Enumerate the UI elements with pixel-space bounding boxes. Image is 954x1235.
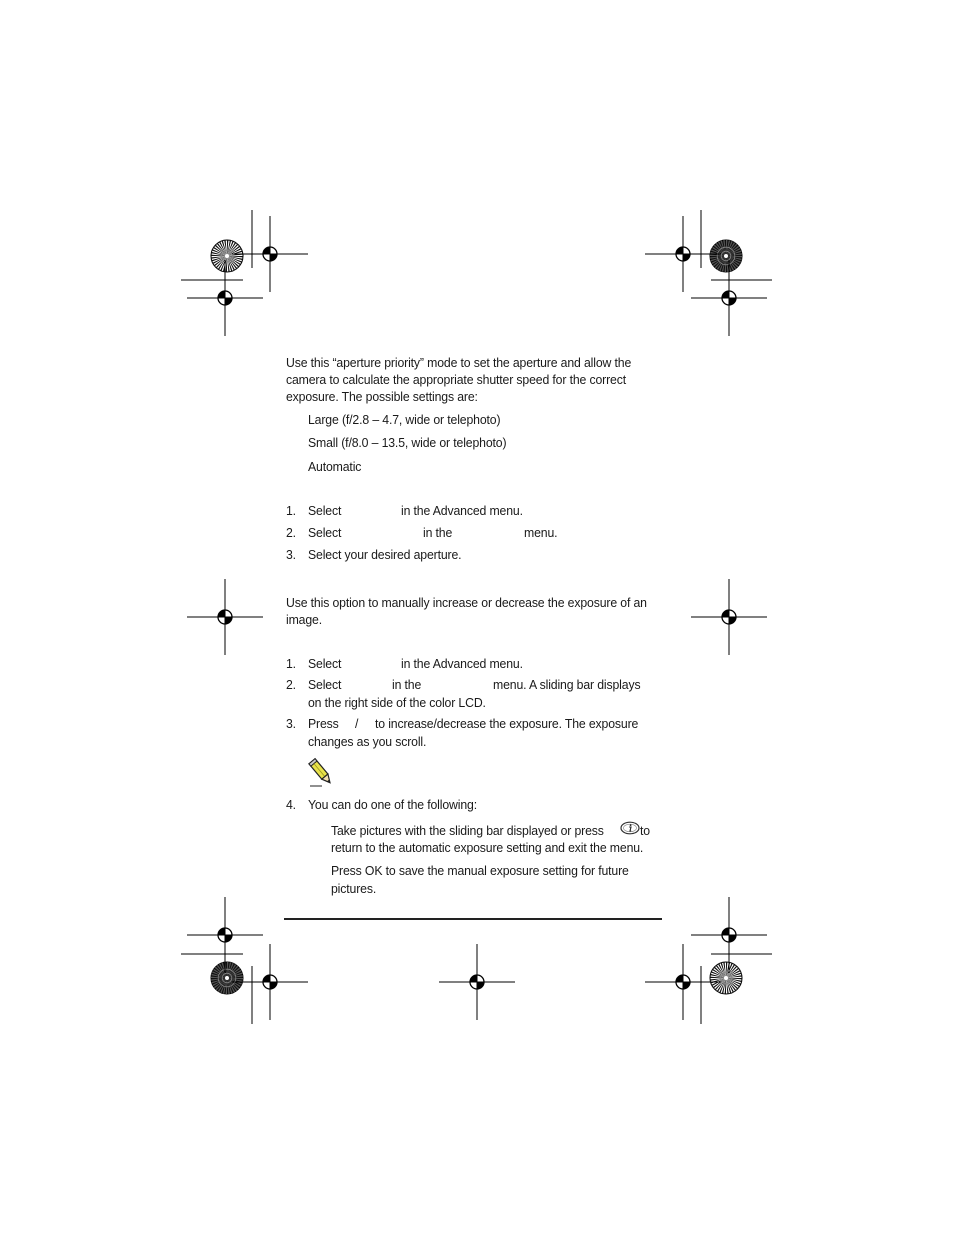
step-text: menu. A sliding bar displays bbox=[493, 677, 641, 692]
starburst-mark bbox=[211, 240, 243, 272]
setting-small: Small (f/8.0 – 13.5, wide or telephoto) bbox=[308, 435, 507, 450]
step-text: in the bbox=[392, 677, 422, 692]
step-number: 2. bbox=[286, 677, 296, 692]
setting-automatic: Automatic bbox=[308, 459, 362, 474]
starburst-mark bbox=[710, 240, 742, 272]
step-number: 4. bbox=[286, 797, 296, 812]
step-text: menu. bbox=[524, 525, 558, 540]
starburst-mark bbox=[710, 962, 742, 994]
step-number: 1. bbox=[286, 656, 296, 671]
info-button-icon bbox=[620, 821, 640, 835]
option-text: Take pictures with the sliding bar displayed or press bbox=[331, 823, 604, 838]
step-text: on the right side of the color LCD. bbox=[308, 695, 486, 710]
step-number: 3. bbox=[286, 716, 296, 731]
crosshair-mark bbox=[187, 579, 263, 655]
pencil-note-icon bbox=[306, 756, 336, 788]
crosshair-mark bbox=[691, 260, 767, 336]
option-text: to bbox=[640, 823, 650, 838]
step-text: Select bbox=[308, 677, 342, 692]
option-text: return to the automatic exposure setting and exit the menu. bbox=[331, 840, 644, 855]
footer-rule bbox=[284, 918, 662, 920]
step-text: changes as you scroll. bbox=[308, 734, 427, 749]
step-text: Press bbox=[308, 716, 339, 731]
text-line: Use this “aperture priority” mode to set the aperture and allow the bbox=[286, 355, 632, 370]
crosshair-mark bbox=[187, 260, 263, 336]
setting-large: Large (f/2.8 – 4.7, wide or telephoto) bbox=[308, 412, 501, 427]
crosshair-mark bbox=[645, 944, 721, 1020]
crosshair-mark bbox=[232, 944, 308, 1020]
crosshair-mark bbox=[691, 579, 767, 655]
step-text: / bbox=[355, 716, 359, 731]
text-line: exposure. The possible settings are: bbox=[286, 389, 478, 404]
step-text: Select bbox=[308, 525, 342, 540]
step-text: to increase/decrease the exposure. The exposure bbox=[375, 716, 639, 731]
step-number: 2. bbox=[286, 525, 296, 540]
step-number: 1. bbox=[286, 503, 296, 518]
starburst-mark bbox=[211, 962, 243, 994]
step-text: in the Advanced menu. bbox=[401, 656, 523, 671]
step-text: Select your desired aperture. bbox=[308, 547, 462, 562]
step-text: You can do one of the following: bbox=[308, 797, 477, 812]
text-line: Use this option to manually increase or decrease the exposure of an bbox=[286, 595, 647, 610]
step-text: Select bbox=[308, 656, 342, 671]
crosshair-mark bbox=[691, 897, 767, 973]
step-number: 3. bbox=[286, 547, 296, 562]
crosshair-mark bbox=[232, 216, 308, 292]
option-text: Press OK to save the manual exposure setting for future bbox=[331, 863, 629, 878]
step-text: in the bbox=[423, 525, 453, 540]
option-text: pictures. bbox=[331, 881, 377, 896]
step-text: Select bbox=[308, 503, 342, 518]
crosshair-mark bbox=[187, 897, 263, 973]
crosshair-mark bbox=[439, 944, 515, 1020]
crosshair-mark bbox=[645, 216, 721, 292]
step-text: in the Advanced menu. bbox=[401, 503, 523, 518]
text-line: camera to calculate the appropriate shutter speed for the correct bbox=[286, 372, 626, 387]
text-line: image. bbox=[286, 612, 322, 627]
